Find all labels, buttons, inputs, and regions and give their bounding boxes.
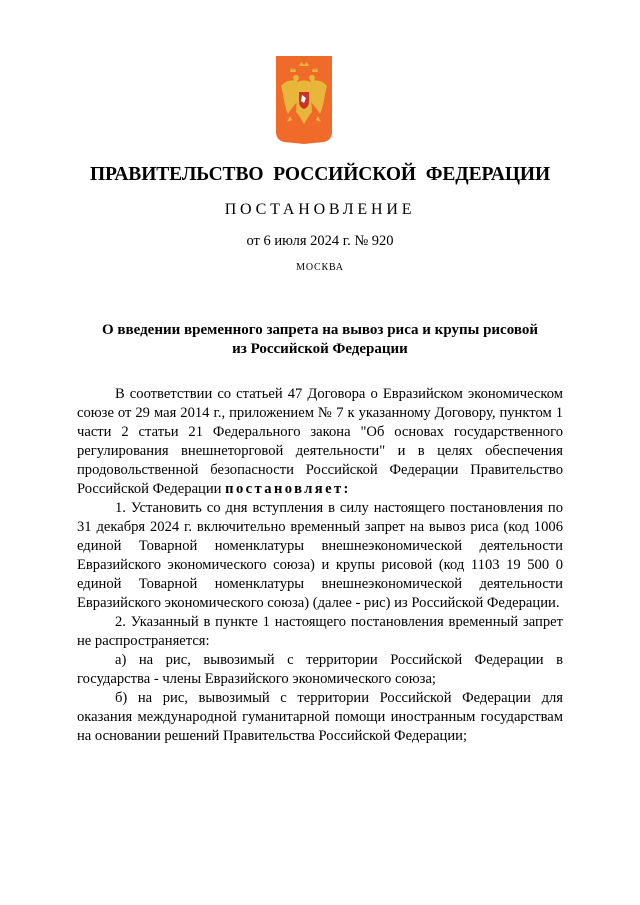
subject-line-2: из Российской Федерации — [232, 341, 408, 357]
document-city: МОСКВА — [296, 262, 344, 273]
document-date-number: от 6 июля 2024 г. № 920 — [246, 233, 394, 249]
document-type: ПОСТАНОВЛЕНИЕ — [224, 201, 416, 218]
decides-keyword: постановляет: — [225, 481, 351, 497]
document-body — [77, 385, 563, 746]
paragraph-2a: а) на рис, вывозимый с территории Российской Федерации в государства - члены Евразийского экономического союза; — [77, 652, 563, 687]
preamble-text: В соответствии со статьей 47 Договора о Евразийском экономическом союзе от 29 мая 2014 г., приложением № 7 к указанному Договору, пунктом 1 части 2 статьи 21 Федерального закона "Об основах государственного регулирования внешнеторговой деятельности" и в целях обеспечения продовольственной безопасности Российской Федерации Правительство Российской Федерации — [77, 386, 563, 497]
document-subject — [80, 321, 560, 359]
paragraph-2b: б) на рис, вывозимый с территории Российской Федерации для оказания международной гуманитарной помощи иностранным государствам на основании решений Правительства Российской Федерации; — [77, 690, 563, 744]
emblem-of-russia-icon — [276, 56, 332, 144]
paragraph-2: 2. Указанный в пункте 1 настоящего постановления временный запрет не распространяется: — [77, 614, 563, 649]
paragraph-1: 1. Установить со дня вступления в силу настоящего постановления по 31 декабря 2024 г. включительно временный запрет на вывоз риса (код 1006 единой Товарной номенклатуры внешнеэкономической деятельности Евразийского экономического союза) и крупы рисовой (код 1103 19 500 0 единой Товарной номенклатуры внешнеэкономической деятельности Евразийского экономического союза) (далее - рис) из Российской Федерации. — [77, 500, 563, 611]
subject-line-1: О введении временного запрета на вывоз риса и крупы рисовой — [102, 322, 538, 338]
preamble-paragraph — [77, 385, 563, 499]
government-title: ПРАВИТЕЛЬСТВО РОССИЙСКОЙ ФЕДЕРАЦИИ — [89, 164, 551, 185]
